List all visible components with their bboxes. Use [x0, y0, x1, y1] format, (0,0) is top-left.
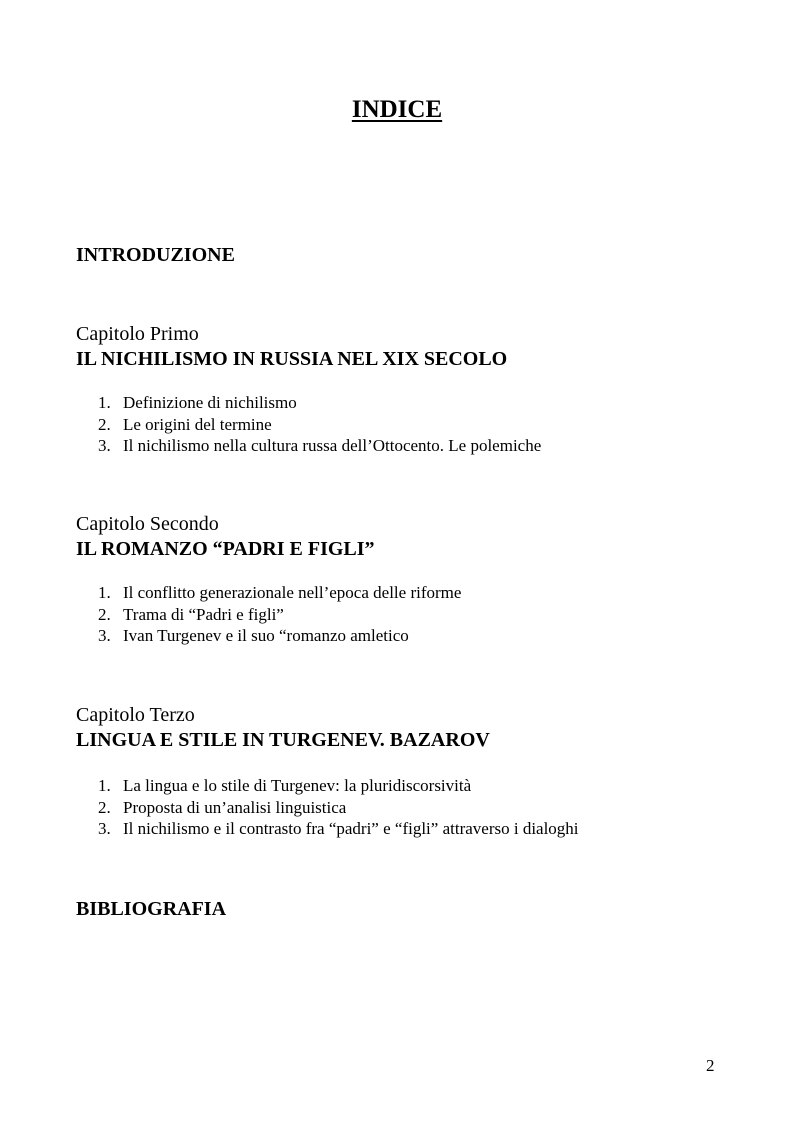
section-number: 3. [98, 819, 111, 838]
chapter-2-sections [98, 582, 461, 647]
bibliography-heading: BIBLIOGRAFIA [76, 898, 227, 920]
introduction-heading: INTRODUZIONE [76, 244, 235, 266]
page-title: INDICE [351, 96, 443, 123]
section-text: Trama di “Padri e figli” [123, 604, 284, 624]
section-text: Le origini del termine [123, 414, 272, 434]
list-item [98, 414, 541, 436]
section-number: 1. [98, 393, 111, 412]
section-text: La lingua e lo stile di Turgenev: la pluridiscorsività [123, 776, 472, 795]
list-item [98, 775, 579, 797]
section-number: 2. [98, 414, 111, 434]
chapter-3-sections [98, 775, 579, 840]
list-item [98, 582, 461, 604]
section-number: 1. [98, 583, 111, 602]
list-item [98, 392, 541, 414]
chapter-1-title: IL NICHILISMO IN RUSSIA NEL XIX SECOLO [76, 348, 508, 370]
chapter-2-title: IL ROMANZO “PADRI E FIGLI” [76, 538, 375, 560]
section-number: 1. [98, 776, 111, 795]
section-text: Proposta di un’analisi linguistica [123, 797, 347, 817]
section-text: Il conflitto generazionale nell’epoca delle riforme [123, 583, 462, 602]
list-item [98, 625, 461, 647]
list-item [98, 435, 541, 457]
chapter-3-label: Capitolo Terzo [76, 704, 195, 726]
chapter-1-sections [98, 392, 541, 457]
list-item [98, 604, 461, 626]
section-number: 2. [98, 604, 111, 624]
list-item [98, 818, 579, 840]
chapter-3-title: LINGUA E STILE IN TURGENEV. BAZAROV [76, 729, 490, 751]
list-item [98, 797, 579, 819]
section-text: Il nichilismo nella cultura russa dell’Ottocento. Le polemiche [123, 436, 542, 455]
section-text: Ivan Turgenev e il suo “romanzo amletico [123, 626, 409, 645]
section-text: Il nichilismo e il contrasto fra “padri” e “figli” attraverso i dialoghi [123, 819, 579, 838]
chapter-2-label: Capitolo Secondo [76, 513, 219, 535]
page-number: 2 [706, 1056, 715, 1075]
chapter-1-label: Capitolo Primo [76, 323, 199, 345]
section-text: Definizione di nichilismo [123, 393, 297, 412]
section-number: 3. [98, 626, 111, 645]
section-number: 3. [98, 436, 111, 455]
section-number: 2. [98, 797, 111, 817]
